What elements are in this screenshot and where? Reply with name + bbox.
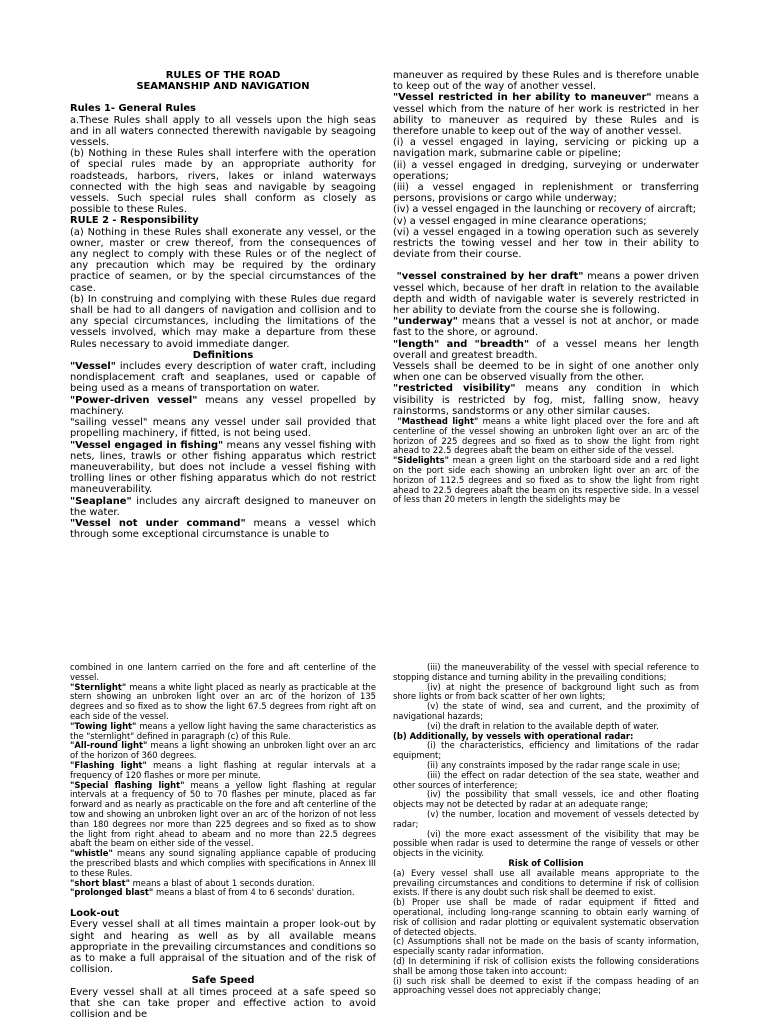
factor-vi: (vi) the draft in relation to the available depth of water. (427, 720, 659, 731)
radar-item-v: (v) the number, location and movement of vessels detected by radar; (393, 808, 699, 829)
factor-iii: (iii) the maneuverability of the vessel with special reference to stopping distance and turning ability in the prevailing conditions; (393, 662, 699, 682)
page1-right-column (393, 70, 699, 518)
ram-item-v: (v) a vessel engaged in mine clearance operations; (393, 215, 647, 227)
risk-para-a: (a) Every vessel shall use all available means appropriate to the prevailing circumstances and conditions to determine if risk of collision exists. If there is any doubt such risk shall be deemed to exist. (393, 867, 699, 898)
page1-left-column (70, 70, 376, 541)
def-special-flashing-light: "Special flashing light" means a yellow light flashing at regular intervals at a frequency of 50 to 70 flashes per minute, placed as far forward and as nearly as practicable on the fore and aft centerline of the tow and showing an unbroken light over an arc of the horizon of not less than 180 degrees nor more than 225 degrees and so fixed as to show the light from right ahead to abeam and no more than 22.5 degrees abaft the beam on either side of the vessel. (70, 779, 376, 849)
rule1-para-b: (b) Nothing in these Rules shall interfere with the operation of special rules made by an appropriate authority for roadsteads, harbors, rivers, lakes or inland waterways connected with the high seas and navigable by seagoing vessels. Such special rules shall conform as closely as possible to these Rules. (70, 148, 376, 216)
ram-item-iv: (iv) a vessel engaged in the launching or recovery of aircraft; (393, 204, 697, 216)
def-length-breadth: "length" and "breadth" of a vessel means her length overall and greatest breadth. (393, 338, 699, 361)
factor-iv: (iv) at night the presence of background light such as from shore lights or from back scatter of her own lights; (393, 681, 699, 702)
lookout-heading: Look-out (70, 908, 120, 920)
def-constrained-draft: "vessel constrained by her draft" means a power driven vessel which, because of her draft in relation to the available depth and width of navigable water is severely restricted in her ability to deviate from the course she is following. (393, 271, 700, 317)
risk-para-c: (c) Assumptions shall not be made on the basis of scanty information, especially scanty radar information. (393, 936, 699, 957)
radar-heading: (b) Additionally, by vessels with operational radar: (393, 730, 634, 741)
def-masthead-light: "Masthead light" means a white light placed over the fore and aft centerline of the vessel showing an unbroken light over an arc of the horizon of 225 degrees and so fixed as to show the light from right ahead to 22.5 degrees abaft the beam on either side of the vessel. (393, 416, 700, 456)
safe-speed-text: Every vessel shall at all times proceed at a safe speed so that she can take proper and effective action to avoid collision and be (70, 986, 376, 1020)
ram-item-ii: (ii) a vessel engaged in dredging, surveying or underwater operations; (393, 159, 699, 182)
def-vessel: "Vessel" includes every description of water craft, including nondisplacement craft and seaplanes, used or capable of being used as a means of transportation on water. (70, 361, 376, 395)
definitions-heading: Definitions (192, 349, 254, 361)
risk-para-b: (b) Proper use shall be made of radar equipment if fitted and operational, including long-range scanning to obtain early warning of risk of collision and radar plotting or equivalent systematic observation of detected objects. (393, 897, 699, 937)
rule2-para-a: (a) Nothing in these Rules shall exonerate any vessel, or the owner, master or crew thereof, from the consequences of any neglect to comply with these Rules or of the neglect of any precaution which may be required by the ordinary practice of seamen, or by the special circumstances of the case. (70, 226, 376, 294)
def-seaplane: "Seaplane" includes any aircraft designed to maneuver on the water. (70, 495, 376, 518)
def-sternlight: "Sternlight" means a white light placed as nearly as practicable at the stern showing an unbroken light over an arc of the horizon of 135 degrees and so fixed as to show the light 67.5 degrees from right aft on each side of the vessel. (70, 681, 376, 721)
doc-subtitle: SEAMANSHIP AND NAVIGATION (136, 81, 310, 93)
def-fishing: "Vessel engaged in fishing" means any vessel fishing with nets, lines, trawls or other fishing apparatus which restrict maneuverability, but does not include a vessel fishing with trolling lines or other fishing apparatus which do not restrict maneuverability. (70, 439, 376, 496)
def-whistle: "whistle" means any sound signaling appliance capable of producing the prescribed blasts and which complies with specifications in Annex III to these Rules. (70, 848, 376, 878)
radar-item-vi: (vi) the more exact assessment of the visibility that may be possible when radar is used to determine the range of vessels or other objects in the vicinity. (393, 828, 699, 859)
def-not-under-command: "Vessel not under command" means a vessel which through some exceptional circumstance is unable to (70, 517, 376, 541)
page2-right-column (393, 663, 699, 1024)
continued-text: maneuver as required by these Rules and is therefore unable to keep out of the way of another vessel. (393, 70, 699, 93)
radar-item-i: (i) the characteristics, efficiency and limitations of the radar equipment; (393, 740, 699, 761)
radar-item-ii: (ii) any constraints imposed by the radar range scale in use; (427, 759, 681, 770)
rule1-heading: Rules 1- General Rules (70, 103, 196, 115)
def-sidelights: "Sidelights" mean a green light on the starboard side and a red light on the port side each showing an unbroken light over an arc of the horizon of 112.5 degrees and so fixed as to show the light from right ahead to 22.5 degrees abaft the beam on its respective side. In a vessel of less than 20 meters in length the sidelights may be (393, 455, 699, 505)
def-all-round-light: "All-round light" means a light showing an unbroken light over an arc of the horizon of 360 degrees. (70, 740, 376, 761)
ram-item-vi: (vi) a vessel engaged in a towing operation such as severely restricts the towing vessel and her tow in their ability to deviate from their course. (393, 226, 699, 261)
rule1-para-a: a.These Rules shall apply to all vessels upon the high seas and in all waters connected therewith navigable by seagoing vessels. (70, 114, 376, 149)
def-prolonged-blast: "prolonged blast" means a blast of from 4 to 6 seconds' duration. (70, 887, 355, 898)
ram-item-i: (i) a vessel engaged in laying, servicing or picking up a navigation mark, submarine cable or pipeline; (393, 137, 699, 160)
rule2-para-b: (b) In construing and complying with these Rules due regard shall be had to all dangers of navigation and collision and to any special circumstances, including the limitations of the vessels involved, which may make a departure from these Rules necessary to avoid immediate danger. (70, 293, 376, 350)
def-underway: "underway" means that a vessel is not at anchor, or made fast to the shore, or aground. (393, 316, 699, 339)
def-sailing: "sailing vessel" means any vessel under sail provided that propelling machinery, if fitted, is not being used. (70, 417, 376, 440)
def-flashing-light: "Flashing light" means a light flashing at regular intervals at a frequency of 120 flashes or more per minute. (70, 759, 376, 780)
ram-item-iii: (iii) a vessel engaged in replenishment or transferring persons, provisions or cargo while underway; (393, 182, 699, 205)
def-in-sight: Vessels shall be deemed to be in sight of one another only when one can be observed visually from the other. (393, 361, 699, 384)
risk-para-d: (d) In determining if risk of collision exists the following considerations shall be among those taken into account: (393, 955, 699, 976)
page2-left-column (70, 663, 376, 1024)
def-towing-light: "Towing light" means a yellow light having the same characteristics as the "sternlight" defined in paragraph (c) of this Rule. (70, 720, 377, 741)
def-short-blast: "short blast" means a blast of about 1 seconds duration. (70, 877, 315, 888)
risk-heading: Risk of Collision (508, 857, 584, 868)
def-restricted-visibility: "restricted visibility" means any condition in which visibility is restricted by fog, mist, falling snow, heavy rainstorms, sandstorms or any other similar causes. (393, 383, 699, 417)
radar-item-iii: (iii) the effect on radar detection of the sea state, weather and other sources of interference; (393, 769, 699, 790)
def-restricted-maneuver: "Vessel restricted in her ability to maneuver" means a vessel which from the nature of her work is restricted in her ability to maneuver as required by these Rules and is therefore unable to keep out of the way of another vessel. (393, 92, 700, 138)
safe-speed-heading: Safe Speed (191, 975, 255, 987)
radar-item-iv: (iv) the possibility that small vessels, ice and other floating objects may not be detected by radar at an adequate range; (393, 789, 699, 810)
factor-v: (v) the state of wind, sea and current, and the proximity of navigational hazards; (393, 701, 699, 721)
rule2-heading: RULE 2 - Responsibility (70, 215, 199, 227)
lookout-text: Every vessel shall at all times maintain a proper look-out by sight and hearing as well as by all available means appropriate in the prevailing circumstances and conditions so as to make a full appraisal of the situation and of the risk of collision. (70, 919, 376, 976)
risk-para-d-i: (i) such risk shall be deemed to exist if the compass heading of an approaching vessel does not appreciably change; (393, 975, 699, 996)
doc-title: RULES OF THE ROAD (165, 70, 281, 81)
continued-text: combined in one lantern carried on the fore and aft centerline of the vessel. (70, 662, 376, 682)
def-power-driven: "Power-driven vessel" means any vessel propelled by machinery. (70, 394, 376, 417)
